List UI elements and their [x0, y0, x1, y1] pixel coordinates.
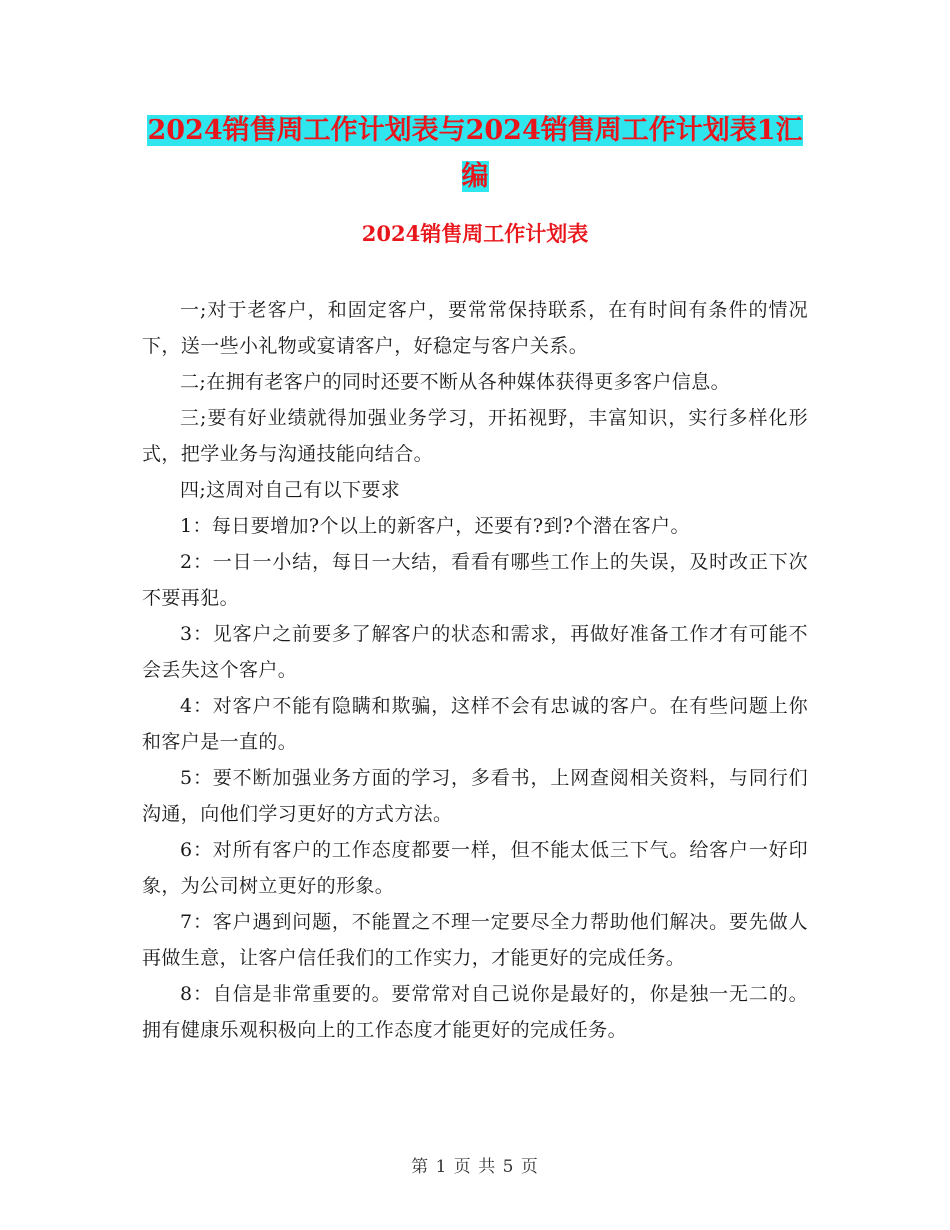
- paragraph: 7：客户遇到问题，不能置之不理一定要尽全力帮助他们解决。要先做人再做生意，让客户信任我们的工作实力，才能更好的完成任务。: [142, 911, 808, 969]
- paragraph: 4：对客户不能有隐瞒和欺骗，这样不会有忠诚的客户。在有些问题上你和客户是一直的。: [142, 695, 808, 753]
- document-title: [140, 108, 810, 200]
- paragraph: 二;在拥有老客户的同时还要不断从各种媒体获得更多客户信息。: [180, 371, 731, 393]
- paragraph: 5：要不断加强业务方面的学习，多看书，上网查阅相关资料，与同行们沟通，向他们学习更好的方式方法。: [142, 767, 808, 825]
- paragraph: 3：见客户之前要多了解客户的状态和需求，再做好准备工作才有可能不会丢失这个客户。: [142, 623, 808, 681]
- paragraph: 1：每日要增加?个以上的新客户，还要有?到?个潜在客户。: [180, 515, 690, 537]
- paragraph: 三;要有好业绩就得加强业务学习，开拓视野，丰富知识，实行多样化形式，把学业务与沟通技能向结合。: [142, 407, 808, 465]
- paragraph: 2：一日一小结，每日一大结，看看有哪些工作上的失误，及时改正下次不要再犯。: [142, 551, 808, 609]
- paragraph: 8：自信是非常重要的。要常常对自己说你是最好的，你是独一无二的。拥有健康乐观积极向上的工作态度才能更好的完成任务。: [142, 983, 808, 1041]
- document-title-text: 2024销售周工作计划表与2024销售周工作计划表1汇编: [147, 115, 803, 192]
- paragraph: 6：对所有客户的工作态度都要一样，但不能太低三下气。给客户一好印象，为公司树立更好的形象。: [142, 839, 808, 897]
- document-body: [142, 292, 808, 1048]
- section-title: 2024销售周工作计划表: [361, 221, 589, 246]
- page-footer: 第 1 页 共 5 页: [411, 1157, 539, 1177]
- paragraph: 一;对于老客户，和固定客户，要常常保持联系，在有时间有条件的情况下，送一些小礼物或宴请客户，好稳定与客户关系。: [142, 299, 808, 357]
- paragraph: 四;这周对自己有以下要求: [180, 479, 401, 501]
